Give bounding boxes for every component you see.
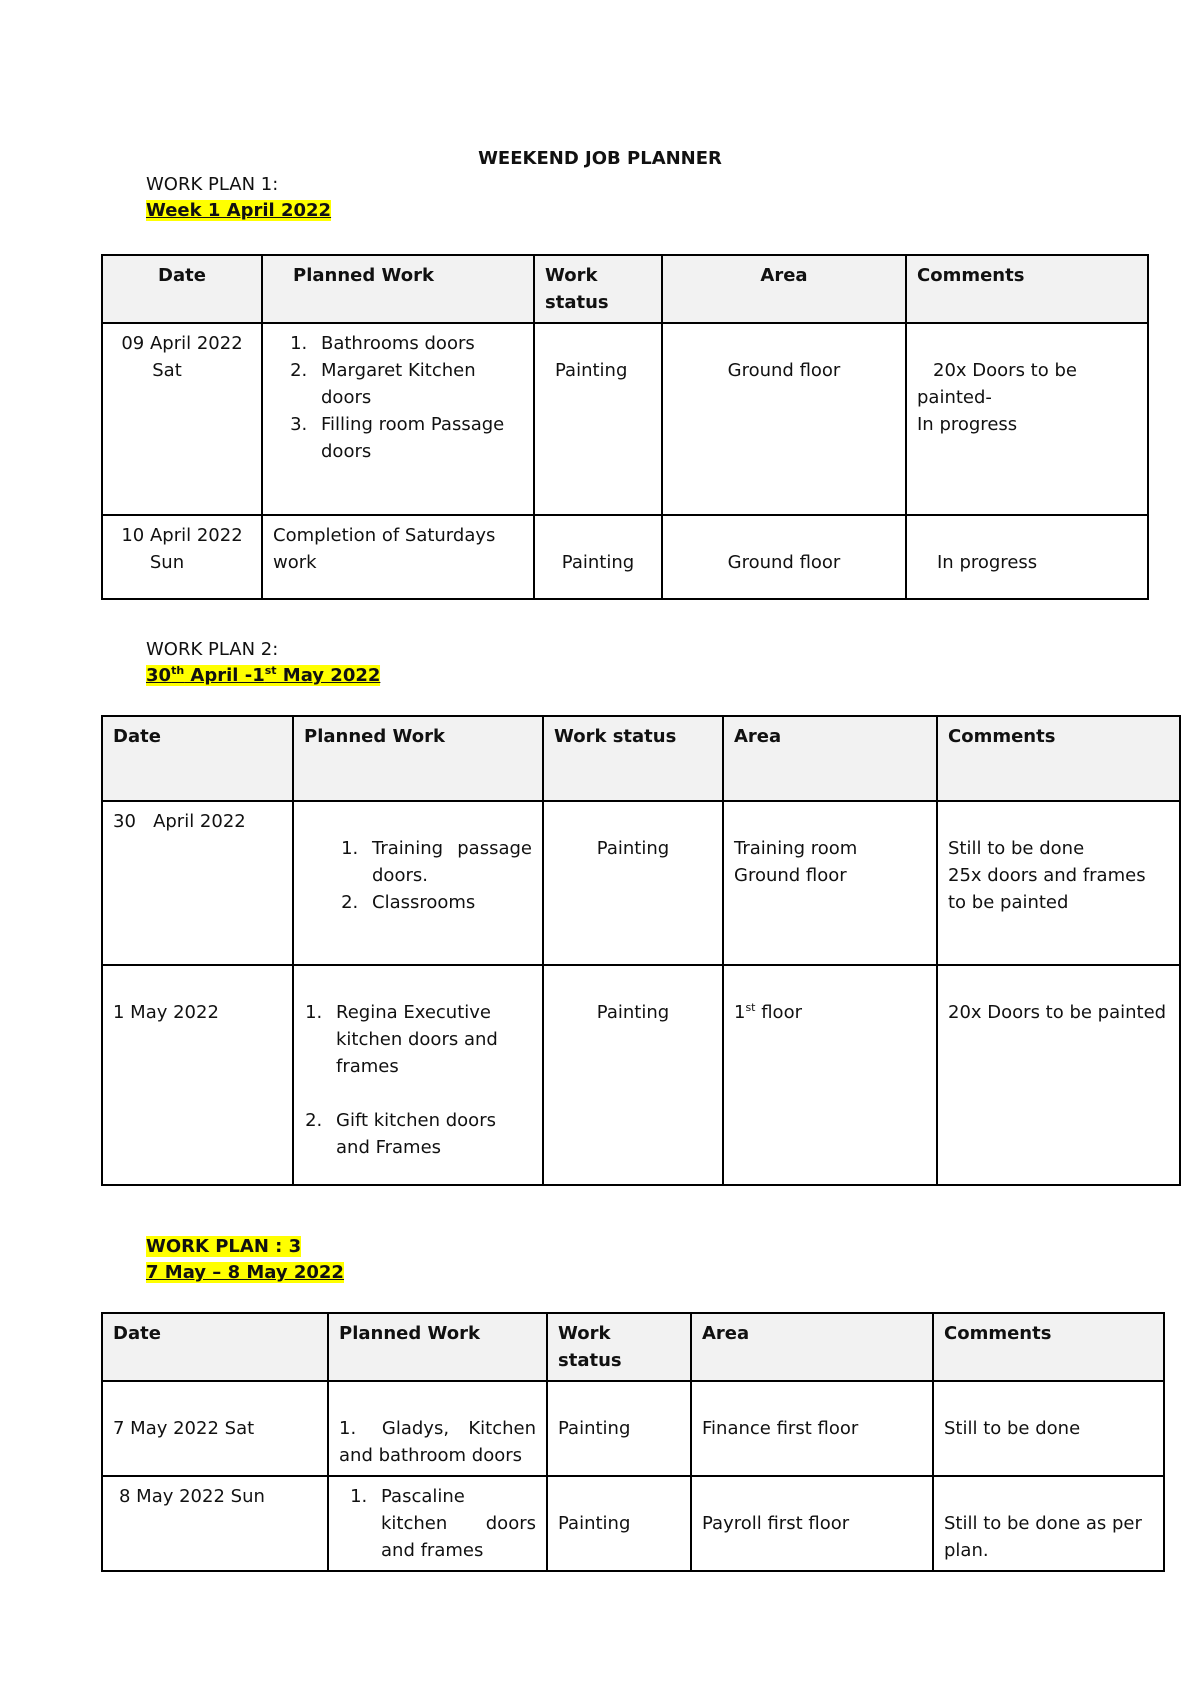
list-item: 2. Gift kitchen doors and Frames <box>328 1107 532 1161</box>
work-status-cell: Painting <box>547 1476 691 1571</box>
work-status-cell: Painting <box>547 1381 691 1476</box>
list-item: 2. Classrooms <box>364 889 532 916</box>
header-area: Area <box>691 1313 933 1381</box>
comments-cell: In progress <box>906 515 1148 599</box>
work-plan-1-period: Week 1 April 2022 <box>146 200 332 221</box>
date-cell: 10 April 2022 Sun <box>102 515 262 599</box>
table-header-row <box>102 255 1148 323</box>
list-item: 1. Pascaline kitchen doors and frames <box>373 1483 536 1564</box>
list-item: 1. Bathrooms doors <box>313 330 523 357</box>
work-plan-1-table <box>101 254 1149 600</box>
header-date: Date <box>102 1313 328 1381</box>
table-row <box>102 1476 1164 1571</box>
header-work-status: Work status <box>534 255 662 323</box>
work-status-cell: Painting <box>543 965 723 1185</box>
work-plan-2-label: WORK PLAN 2: <box>146 639 279 660</box>
header-work-status: Work status <box>547 1313 691 1381</box>
page-title: WEEKEND JOB PLANNER <box>478 148 722 169</box>
header-area: Area <box>662 255 906 323</box>
work-plan-2-period: 30th April -1st May 2022 <box>146 664 381 686</box>
planned-work-cell <box>328 1476 547 1571</box>
header-date: Date <box>102 716 293 801</box>
date-cell: 30 April 2022 <box>102 801 293 965</box>
header-work-status: Work status <box>543 716 723 801</box>
table-header-row <box>102 1313 1164 1381</box>
comments-cell: Still to be done as per plan. <box>933 1476 1164 1571</box>
planned-work-cell <box>293 801 543 965</box>
table-row <box>102 1381 1164 1476</box>
work-status-cell: Painting <box>543 801 723 965</box>
comments-cell: 20x Doors to be painted- In progress <box>906 323 1148 515</box>
work-status-cell: Painting <box>534 323 662 515</box>
header-planned-work: Planned Work <box>293 716 543 801</box>
header-comments: Comments <box>906 255 1148 323</box>
planned-work-cell: 1. Gladys, Kitchen and bathroom doors <box>328 1381 547 1476</box>
table-header-row <box>102 716 1180 801</box>
header-planned-work: Planned Work <box>328 1313 547 1381</box>
header-comments: Comments <box>933 1313 1164 1381</box>
table-row <box>102 801 1180 965</box>
area-cell: Ground floor <box>662 323 906 515</box>
date-cell: 1 May 2022 <box>102 965 293 1185</box>
work-plan-3-period: 7 May – 8 May 2022 <box>146 1262 344 1283</box>
work-plan-2-table <box>101 715 1181 1186</box>
header-comments: Comments <box>937 716 1180 801</box>
header-date: Date <box>102 255 262 323</box>
table-row <box>102 515 1148 599</box>
list-item: 3. Filling room Passage doors <box>313 411 523 465</box>
comments-cell: Still to be done 25x doors and frames to be painted <box>937 801 1180 965</box>
planned-work-cell: Completion of Saturdays work <box>262 515 534 599</box>
date-cell: 7 May 2022 Sat <box>102 1381 328 1476</box>
work-status-cell: Painting <box>534 515 662 599</box>
area-cell: Payroll first floor <box>691 1476 933 1571</box>
list-item: 1. Regina Executive kitchen doors and frames <box>328 999 532 1080</box>
header-area: Area <box>723 716 937 801</box>
work-plan-3-label: WORK PLAN : 3 <box>146 1236 302 1257</box>
comments-cell: 20x Doors to be painted <box>937 965 1180 1185</box>
planned-work-cell <box>262 323 534 515</box>
area-cell: Training room Ground floor <box>723 801 937 965</box>
area-cell: 1st floor <box>723 965 937 1185</box>
work-plan-1-label: WORK PLAN 1: <box>146 174 279 195</box>
area-cell: Ground floor <box>662 515 906 599</box>
date-cell: 09 April 2022 Sat <box>102 323 262 515</box>
comments-cell: Still to be done <box>933 1381 1164 1476</box>
list-item: 2. Margaret Kitchen doors <box>313 357 523 411</box>
work-plan-3-table <box>101 1312 1165 1572</box>
table-row <box>102 323 1148 515</box>
date-cell: 8 May 2022 Sun <box>102 1476 328 1571</box>
list-item: 1. Training passage doors. <box>364 835 532 889</box>
table-row <box>102 965 1180 1185</box>
header-planned-work: Planned Work <box>262 255 534 323</box>
planned-work-cell <box>293 965 543 1185</box>
area-cell: Finance first floor <box>691 1381 933 1476</box>
